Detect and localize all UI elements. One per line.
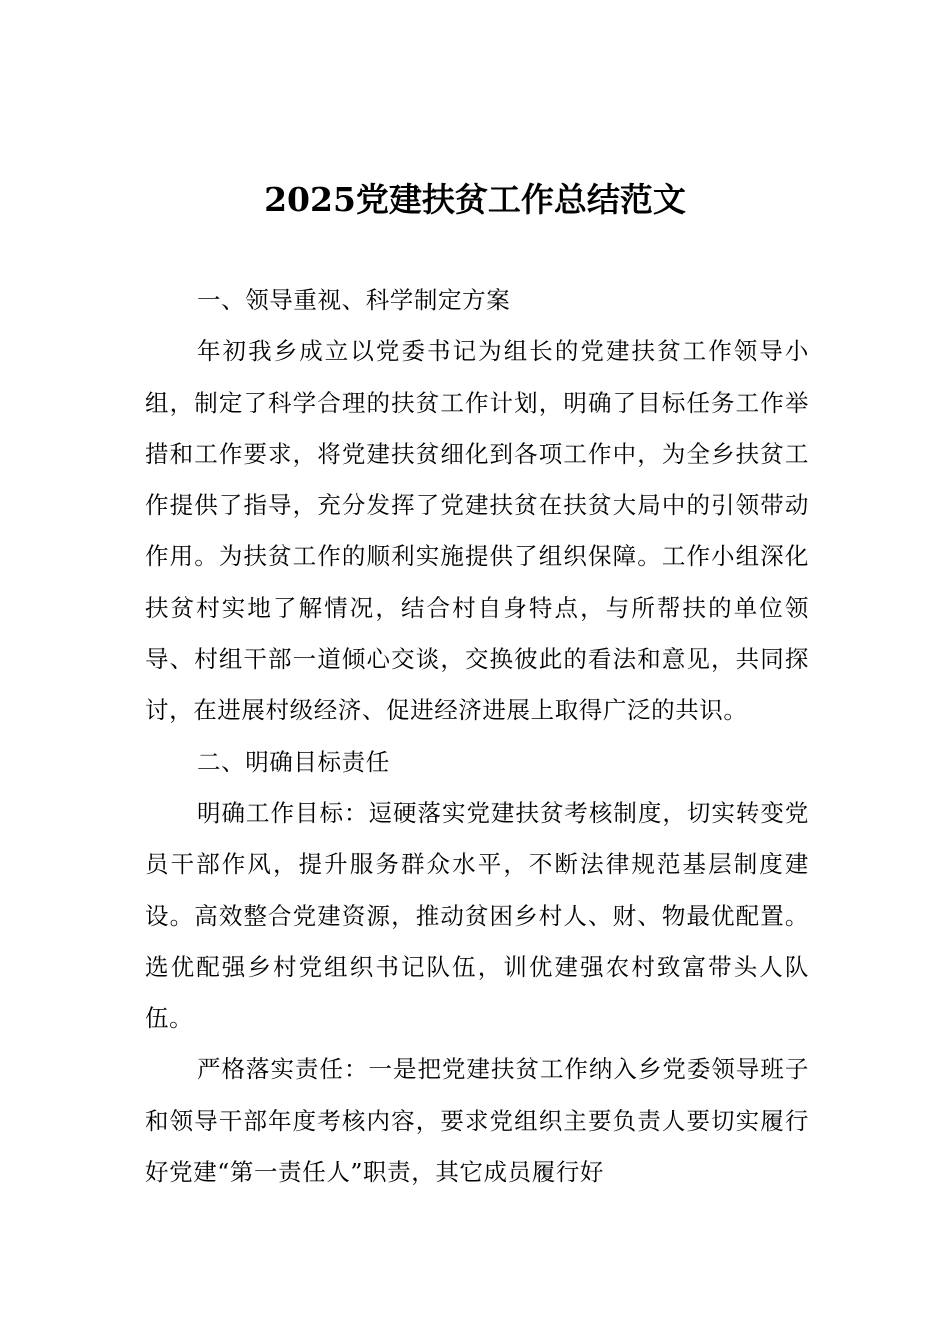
document-body [145, 275, 809, 1198]
section-heading-2: 二、明确目标责任 [197, 747, 390, 776]
section-heading-1: 一、领导重视、科学制定方案 [197, 286, 511, 314]
body-paragraph-3: 严格落实责任：一是把党建扶贫工作纳入乡党委领导班子和领导干部年度考核内容，要求党组织主要负责人要切实履行好党建“第一责任人”职责，其它成员履行好 [145, 1055, 809, 1187]
document-title: 2025党建扶贫工作总结范文 [264, 180, 686, 219]
body-paragraph-2: 明确工作目标：逗硬落实党建扶贫考核制度，切实转变党员干部作风，提升服务群众水平，不断法律规范基层制度建设。高效整合党建资源，推动贫困乡村人、财、物最优配置。选优配强乡村党组织书记队伍，训优建强农村致富带头人队伍。 [145, 798, 809, 1033]
body-paragraph-1: 年初我乡成立以党委书记为组长的党建扶贫工作领导小组，制定了科学合理的扶贫工作计划，明确了目标任务工作举措和工作要求，将党建扶贫细化到各项工作中，为全乡扶贫工作提供了指导，充分发挥了党建扶贫在扶贫大局中的引领带动作用。为扶贫工作的顺利实施提供了组织保障。工作小组深化扶贫村实地了解情况，结合村自身特点，与所帮扶的单位领导、村组干部一道倾心交谈，交换彼此的看法和意见，共同探讨，在进展村级经济、促进经济进展上取得广泛的共识。 [145, 337, 809, 725]
